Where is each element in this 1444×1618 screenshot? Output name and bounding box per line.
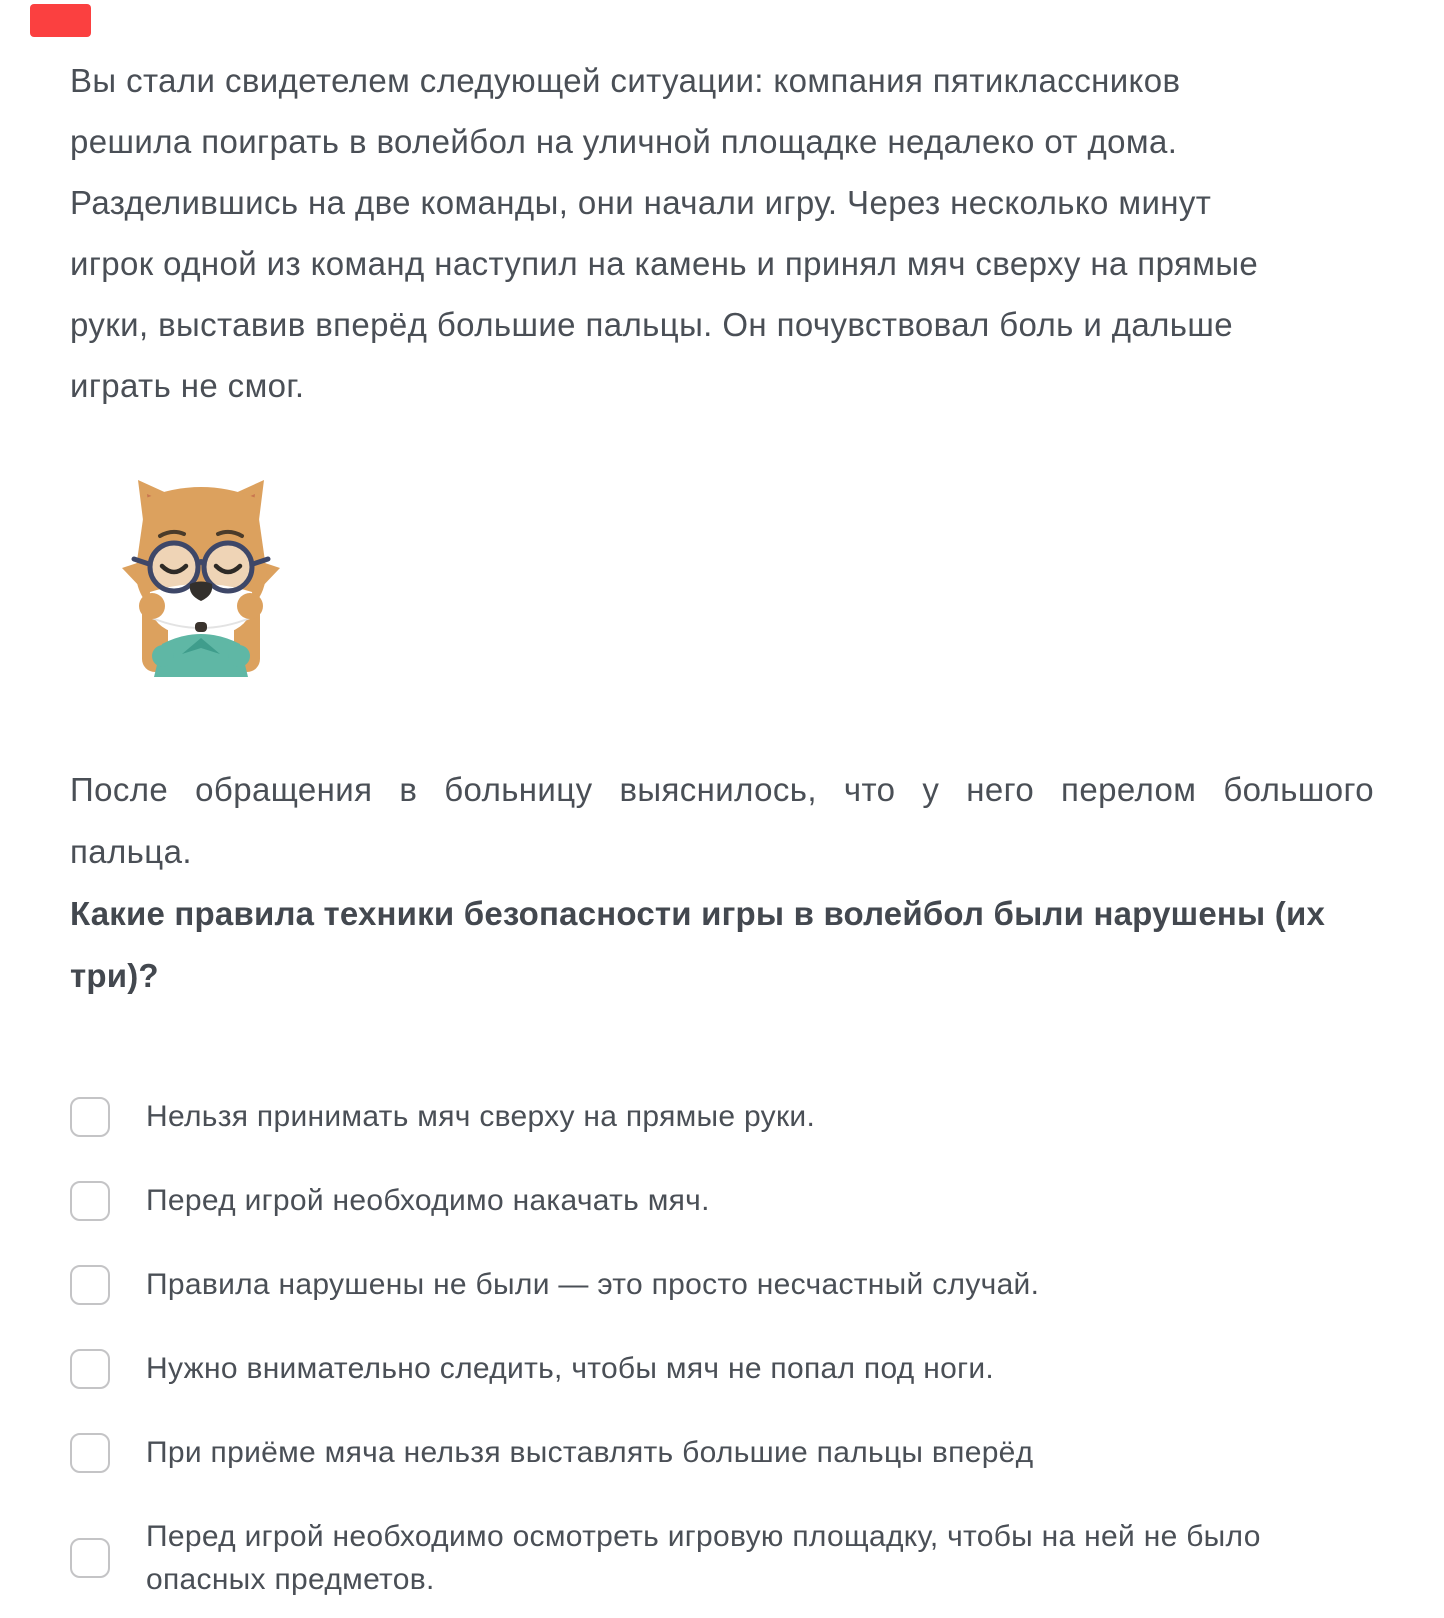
question-text	[70, 883, 1374, 1007]
checkbox[interactable]	[70, 1265, 110, 1305]
checkbox[interactable]	[70, 1349, 110, 1389]
intro-line: решила поиграть в волейбол на уличной площадке недалеко от дома.	[70, 123, 1178, 160]
intro-line: Вы стали свидетелем следующей ситуации: компания пятиклассников	[70, 62, 1181, 99]
intro-line: играть не смог.	[70, 367, 305, 404]
intro-line: игрок одной из команд наступил на камень и принял мяч сверху на прямые	[70, 245, 1259, 282]
checkbox[interactable]	[70, 1181, 110, 1221]
answer-option-label: Перед игрой необходимо накачать мяч.	[146, 1184, 710, 1217]
red-marker	[30, 4, 91, 37]
checkbox[interactable]	[70, 1433, 110, 1473]
answer-option-label: При приёме мяча нельзя выставлять большие пальцы вперёд	[146, 1436, 1034, 1469]
intro-line: руки, выставив вперёд большие пальцы. Он почувствовал боль и дальше	[70, 306, 1234, 343]
answer-option[interactable]	[70, 1347, 1374, 1390]
question-line: Какие правила техники безопасности игры в волейбол были нарушены (их	[70, 895, 1325, 932]
answer-option-label: Правила нарушены не были — это просто несчастный случай.	[146, 1268, 1040, 1301]
intro-line: Разделившись на две команды, они начали игру. Через несколько минут	[70, 184, 1212, 221]
checkbox[interactable]	[70, 1097, 110, 1137]
fox-mascot-illustration	[116, 472, 286, 677]
answer-option[interactable]	[70, 1263, 1374, 1306]
followup-line: пальца.	[70, 833, 192, 870]
answer-option[interactable]	[70, 1095, 1374, 1138]
answer-option-label: Нужно внимательно следить, чтобы мяч не попал под ноги.	[146, 1352, 995, 1385]
checkbox[interactable]	[70, 1538, 110, 1578]
answer-option[interactable]	[70, 1515, 1374, 1601]
answer-option-label: Перед игрой необходимо осмотреть игровую площадку, чтобы на ней не было опасных предметов.	[146, 1520, 1261, 1596]
followup-line: После обращения в больницу выяснилось, что у него перелом большого	[70, 771, 1374, 808]
question-line: три)?	[70, 957, 159, 994]
answer-options	[70, 1095, 1374, 1601]
followup-paragraph	[70, 759, 1374, 883]
answer-option-label: Нельзя принимать мяч сверху на прямые руки.	[146, 1100, 816, 1133]
intro-paragraph	[70, 0, 1374, 416]
answer-option[interactable]	[70, 1431, 1374, 1474]
answer-option[interactable]	[70, 1179, 1374, 1222]
